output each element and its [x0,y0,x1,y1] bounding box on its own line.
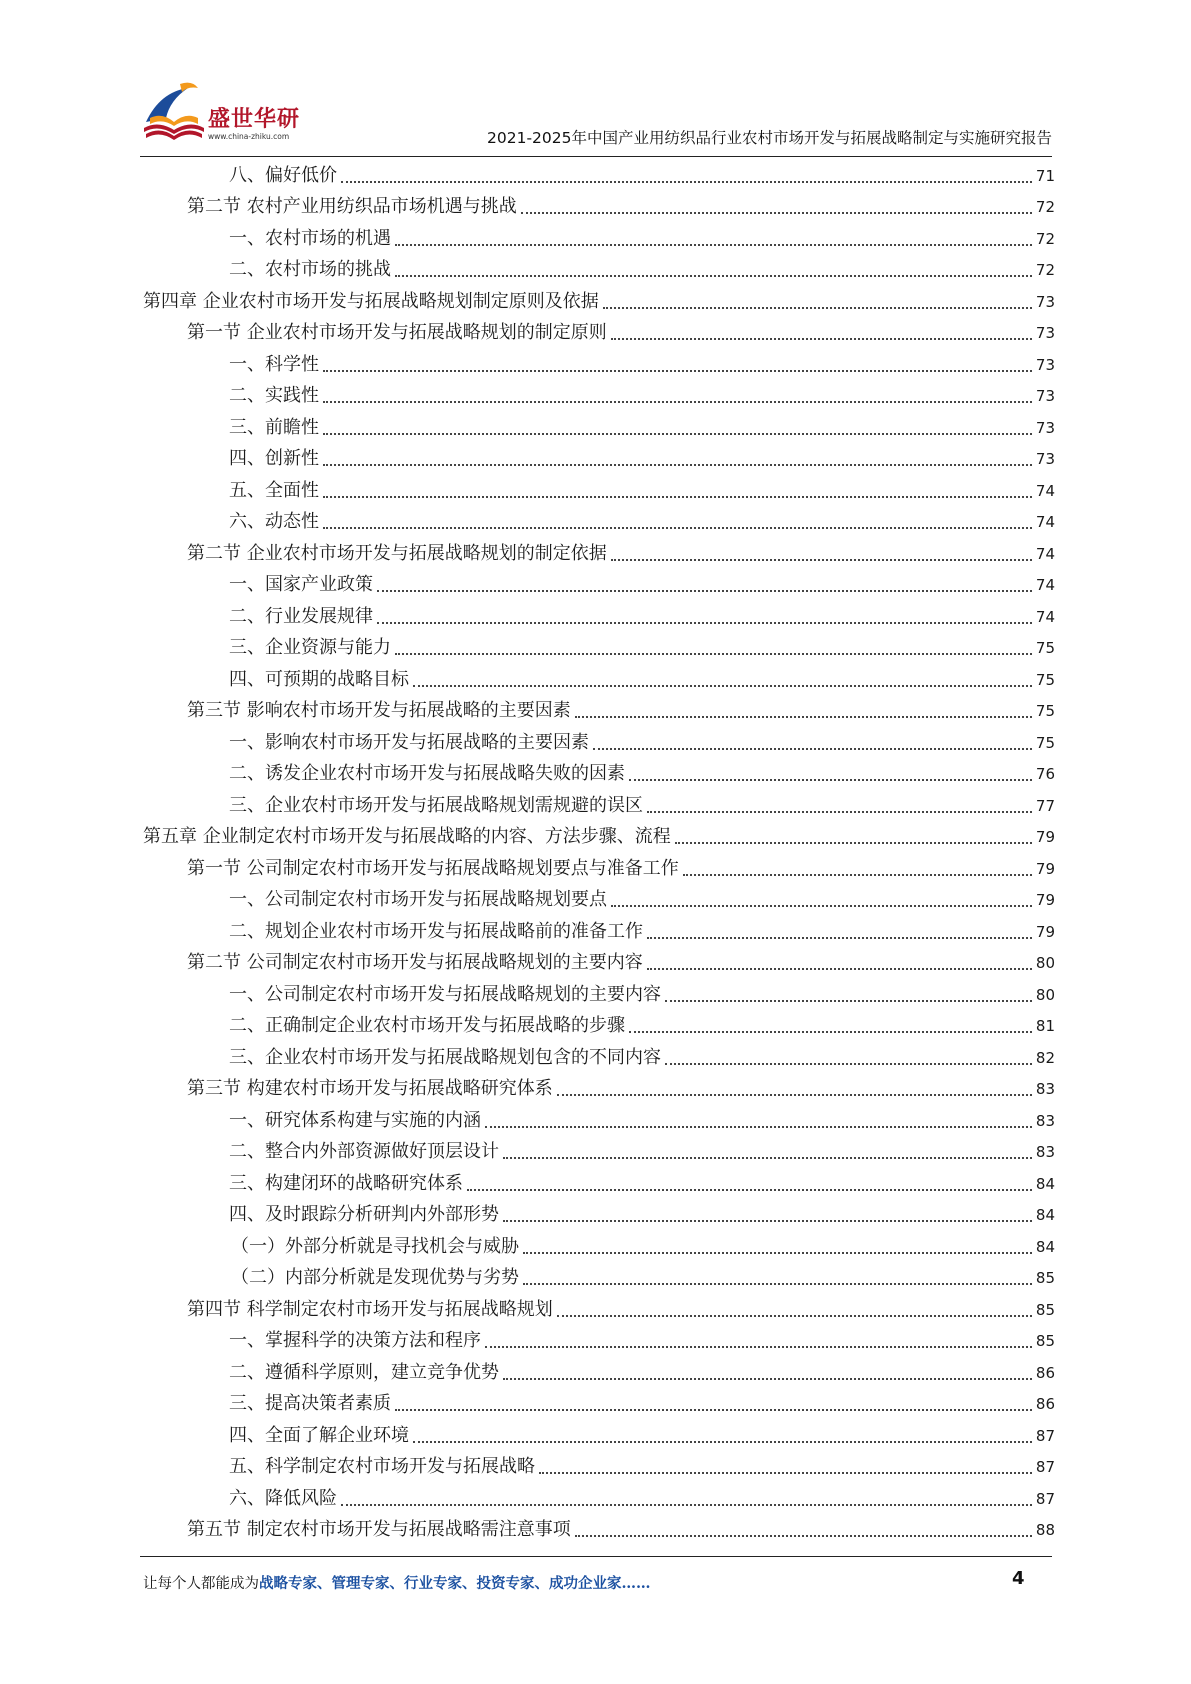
toc-leader-dots [485,1330,1032,1352]
toc-entry[interactable] [143,664,1055,696]
toc-entry-page: 87 [1035,1426,1055,1445]
toc-entry[interactable] [143,255,1055,287]
toc-leader-dots [557,1299,1032,1321]
toc-entry-title: 一、国家产业政策 [229,574,373,596]
footer-divider [140,1556,1052,1557]
footer-slogan-accent: 战略专家、管理专家、行业专家、投资专家、成功企业家…… [259,1575,651,1592]
toc-entry-page: 85 [1035,1269,1055,1288]
toc-entry[interactable] [143,1011,1055,1043]
toc-entry-title: 三、构建闭环的战略研究体系 [229,1172,463,1194]
toc-entry-title: 第三节 构建农村市场开发与拓展战略研究体系 [187,1078,553,1100]
toc-entry[interactable] [143,412,1055,444]
toc-entry[interactable] [143,1105,1055,1137]
toc-entry-page: 73 [1035,324,1055,343]
toc-entry-title: 第二节 农村产业用纺织品市场机遇与挑战 [187,196,517,218]
toc-leader-dots [629,1015,1032,1037]
toc-entry-title: 第五节 制定农村市场开发与拓展战略需注意事项 [187,1519,571,1541]
toc-leader-dots [593,732,1032,754]
toc-entry-page: 74 [1035,544,1055,563]
toc-leader-dots [413,669,1032,691]
toc-entry-title: 第一节 企业农村市场开发与拓展战略规划的制定原则 [187,322,607,344]
toc-entry[interactable] [143,1042,1055,1074]
toc-entry-page: 80 [1035,985,1055,1004]
toc-entry-page: 84 [1035,1174,1055,1193]
toc-entry-title: 第一节 公司制定农村市场开发与拓展战略规划要点与准备工作 [187,857,679,879]
toc-entry-page: 75 [1035,733,1055,752]
toc-entry-page: 74 [1035,513,1055,532]
toc-leader-dots [395,259,1032,281]
toc-entry-page: 74 [1035,576,1055,595]
toc-entry[interactable] [143,885,1055,917]
toc-entry-title: 八、偏好低价 [229,164,337,186]
toc-entry[interactable] [143,1357,1055,1389]
toc-entry-title: 三、企业资源与能力 [229,637,391,659]
toc-entry-title: 二、规划企业农村市场开发与拓展战略前的准备工作 [229,920,643,942]
toc-entry-title: 一、农村市场的机遇 [229,227,391,249]
toc-leader-dots [323,385,1032,407]
toc-leader-dots [485,1110,1032,1132]
toc-entry-page: 71 [1035,166,1055,185]
toc-entry[interactable] [143,349,1055,381]
toc-leader-dots [557,1078,1032,1100]
toc-entry[interactable] [143,916,1055,948]
toc-entry-title: 二、整合内外部资源做好顶层设计 [229,1141,499,1163]
toc-leader-dots [523,1267,1032,1289]
toc-leader-dots [603,291,1032,313]
toc-leader-dots [323,511,1032,533]
toc-leader-dots [575,1519,1032,1541]
toc-entry[interactable] [143,727,1055,759]
toc-entry[interactable] [143,1420,1055,1452]
toc-leader-dots [539,1456,1032,1478]
toc-entry-page: 79 [1035,891,1055,910]
toc-entry-page: 74 [1035,607,1055,626]
company-logo [140,78,310,148]
toc-entry-title: 一、公司制定农村市场开发与拓展战略规划的主要内容 [229,983,661,1005]
toc-entry-title: 四、全面了解企业环境 [229,1424,409,1446]
toc-entry-title: 三、企业农村市场开发与拓展战略规划需规避的误区 [229,794,643,816]
toc-leader-dots [413,1425,1032,1447]
toc-entry-title: 第三节 影响农村市场开发与拓展战略的主要因素 [187,700,571,722]
logo-url: www.china-zhiku.com [208,132,290,141]
toc-entry[interactable] [143,318,1055,350]
toc-entry-title: 三、提高决策者素质 [229,1393,391,1415]
toc-leader-dots [575,700,1032,722]
toc-entry-page: 83 [1035,1111,1055,1130]
toc-leader-dots [611,889,1032,911]
toc-entry[interactable] [143,979,1055,1011]
toc-entry[interactable] [143,1452,1055,1484]
toc-entry-page: 79 [1035,922,1055,941]
toc-entry-title: 一、公司制定农村市场开发与拓展战略规划要点 [229,889,607,911]
toc-leader-dots [521,196,1032,218]
toc-entry-page: 79 [1035,828,1055,847]
toc-entry-page: 86 [1035,1363,1055,1382]
toc-entry-page: 73 [1035,450,1055,469]
toc-leader-dots [629,763,1032,785]
toc-leader-dots [323,417,1032,439]
toc-leader-dots [323,354,1032,376]
toc-entry-title: 三、企业农村市场开发与拓展战略规划包含的不同内容 [229,1046,661,1068]
toc-entry[interactable] [143,601,1055,633]
toc-entry-page: 75 [1035,639,1055,658]
toc-entry-title: 六、动态性 [229,511,319,533]
toc-entry[interactable] [143,570,1055,602]
toc-leader-dots [395,1393,1032,1415]
toc-entry-title: 二、诱发企业农村市场开发与拓展战略失败的因素 [229,763,625,785]
toc-entry-title: 第四节 科学制定农村市场开发与拓展战略规划 [187,1298,553,1320]
toc-entry-page: 72 [1035,198,1055,217]
toc-entry[interactable] [143,223,1055,255]
toc-entry[interactable] [143,1326,1055,1358]
toc-entry-page: 72 [1035,261,1055,280]
toc-entry[interactable] [143,1483,1055,1515]
toc-entry-page: 83 [1035,1080,1055,1099]
toc-entry-title: 第五章 企业制定农村市场开发与拓展战略的内容、方法步骤、流程 [143,826,671,848]
toc-entry[interactable] [143,759,1055,791]
toc-leader-dots [675,826,1032,848]
toc-entry[interactable] [143,948,1055,980]
toc-leader-dots [683,858,1032,880]
toc-leader-dots [665,984,1032,1006]
toc-entry-title: 一、研究体系构建与实施的内涵 [229,1109,481,1131]
table-of-contents [143,160,1055,1546]
toc-entry-title: 四、及时跟踪分析研判内外部形势 [229,1204,499,1226]
toc-entry[interactable] [143,1389,1055,1421]
toc-entry-page: 80 [1035,954,1055,973]
toc-entry-page: 84 [1035,1237,1055,1256]
logo-book-icon [140,78,210,148]
toc-leader-dots [611,322,1032,344]
toc-leader-dots [503,1204,1032,1226]
toc-entry[interactable] [143,853,1055,885]
toc-entry-page: 81 [1035,1017,1055,1036]
toc-leader-dots [395,228,1032,250]
toc-entry-title: 一、科学性 [229,353,319,375]
toc-entry-page: 86 [1035,1395,1055,1414]
toc-entry[interactable] [143,1231,1055,1263]
toc-entry[interactable] [143,822,1055,854]
toc-entry[interactable] [143,1263,1055,1295]
toc-entry-page: 84 [1035,1206,1055,1225]
toc-leader-dots [377,606,1032,628]
toc-leader-dots [467,1173,1032,1195]
toc-entry-page: 85 [1035,1332,1055,1351]
toc-leader-dots [611,543,1032,565]
toc-entry[interactable] [143,538,1055,570]
toc-entry-page: 76 [1035,765,1055,784]
toc-entry-title: 第四章 企业农村市场开发与拓展战略规划制定原则及依据 [143,290,599,312]
toc-entry-title: 四、可预期的战略目标 [229,668,409,690]
toc-leader-dots [523,1236,1032,1258]
toc-entry[interactable] [143,633,1055,665]
toc-leader-dots [503,1141,1032,1163]
toc-entry[interactable] [143,192,1055,224]
toc-entry-page: 73 [1035,355,1055,374]
toc-entry[interactable] [143,286,1055,318]
toc-entry[interactable] [143,1074,1055,1106]
report-title: 2021-2025年中国产业用纺织品行业农村市场开发与拓展战略制定与实施研究报告 [487,129,1052,147]
toc-entry-title: 一、掌握科学的决策方法和程序 [229,1330,481,1352]
toc-entry-page: 79 [1035,859,1055,878]
toc-entry[interactable] [143,1515,1055,1547]
toc-entry-title: 三、前瞻性 [229,416,319,438]
toc-entry-page: 87 [1035,1458,1055,1477]
toc-entry-page: 83 [1035,1143,1055,1162]
toc-entry[interactable] [143,507,1055,539]
toc-entry-title: 五、科学制定农村市场开发与拓展战略 [229,1456,535,1478]
toc-leader-dots [647,921,1032,943]
toc-leader-dots [341,1488,1032,1510]
toc-entry[interactable] [143,381,1055,413]
toc-leader-dots [323,448,1032,470]
toc-entry-page: 73 [1035,292,1055,311]
toc-entry-title: （二）内部分析就是发现优势与劣势 [231,1267,519,1289]
toc-entry[interactable] [143,444,1055,476]
toc-entry[interactable] [143,160,1055,192]
toc-entry-page: 75 [1035,670,1055,689]
toc-leader-dots [341,165,1032,187]
toc-entry-title: 一、影响农村市场开发与拓展战略的主要因素 [229,731,589,753]
toc-entry-page: 87 [1035,1489,1055,1508]
toc-entry-page: 85 [1035,1300,1055,1319]
footer-slogan-prefix: 让每个人都能成为 [143,1576,259,1592]
header-divider [140,156,1052,157]
toc-entry-title: 二、正确制定企业农村市场开发与拓展战略的步骤 [229,1015,625,1037]
toc-leader-dots [647,952,1032,974]
toc-leader-dots [395,637,1032,659]
toc-entry-title: 六、降低风险 [229,1487,337,1509]
toc-entry-page: 74 [1035,481,1055,500]
toc-entry[interactable] [143,475,1055,507]
toc-entry-title: （一）外部分析就是寻找机会与威胁 [231,1235,519,1257]
toc-entry[interactable] [143,1168,1055,1200]
toc-leader-dots [377,574,1032,596]
toc-entry-title: 二、农村市场的挑战 [229,259,391,281]
toc-entry-page: 77 [1035,796,1055,815]
toc-entry-page: 73 [1035,387,1055,406]
toc-leader-dots [647,795,1032,817]
toc-entry-title: 二、遵循科学原则，建立竞争优势 [229,1361,499,1383]
toc-entry-title: 二、实践性 [229,385,319,407]
footer-slogan [143,1572,651,1593]
toc-entry-title: 第二节 企业农村市场开发与拓展战略规划的制定依据 [187,542,607,564]
logo-name: 盛世华研 [208,107,301,132]
page-header [140,78,1052,156]
toc-entry-title: 四、创新性 [229,448,319,470]
toc-entry-page: 72 [1035,229,1055,248]
toc-entry-page: 75 [1035,702,1055,721]
toc-leader-dots [503,1362,1032,1384]
toc-entry[interactable] [143,696,1055,728]
page-number: 4 [1012,1568,1025,1589]
toc-entry-title: 第二节 公司制定农村市场开发与拓展战略规划的主要内容 [187,952,643,974]
toc-entry-title: 五、全面性 [229,479,319,501]
toc-entry[interactable] [143,1294,1055,1326]
toc-entry[interactable] [143,790,1055,822]
toc-leader-dots [665,1047,1032,1069]
toc-entry-title: 二、行业发展规律 [229,605,373,627]
toc-entry[interactable] [143,1200,1055,1232]
toc-leader-dots [323,480,1032,502]
toc-entry[interactable] [143,1137,1055,1169]
toc-entry-page: 88 [1035,1521,1055,1540]
toc-entry-page: 73 [1035,418,1055,437]
toc-entry-page: 82 [1035,1048,1055,1067]
